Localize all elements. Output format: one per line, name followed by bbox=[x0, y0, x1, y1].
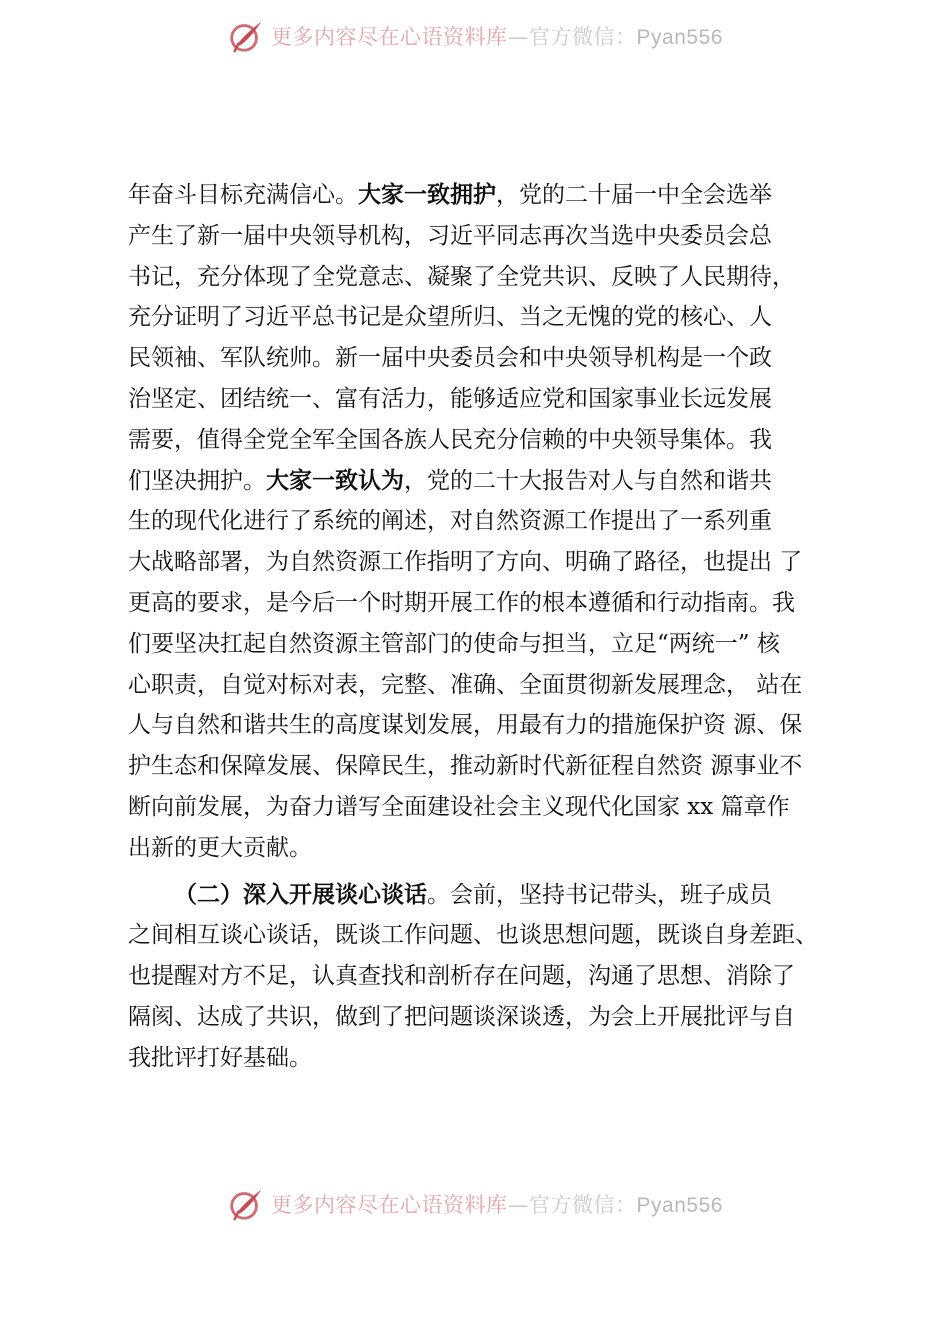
text-line: 年奋斗目标充满信心。大家一致拥护，党的二十届一中全会选举 bbox=[128, 182, 772, 208]
document-body bbox=[128, 175, 863, 1079]
text-line: 们要坚决扛起自然资源主管部门的使命与担当，立足“两统一” 核 bbox=[128, 630, 780, 657]
text-line: 断向前发展，为奋力谱写全面建设社会主义现代化国家 xx 篇章作 bbox=[128, 793, 790, 820]
watermark-text: 更多内容尽在心语资料库—官方微信：Pyan556 bbox=[271, 1193, 723, 1217]
text-line: 们坚决拥护。大家一致认为，党的二十大报告对人与自然和谐共 bbox=[128, 467, 772, 494]
text-line: 之间相互谈心谈话，既谈工作问题、也谈思想问题，既谈自身差距、 bbox=[128, 922, 818, 949]
text-line: 生的现代化进行了系统的阐述，对自然资源工作提出了一系列重 bbox=[128, 508, 772, 535]
bold-phrase: 大家一致拥护 bbox=[358, 182, 496, 208]
quill-logo-icon bbox=[227, 17, 265, 55]
text-line: 民领袖、军队统帅。新一届中央委员会和中央领导机构是一个政 bbox=[128, 345, 772, 372]
text-line: 人与自然和谐共生的高度谋划发展，用最有力的措施保护资 源、保 bbox=[128, 712, 803, 739]
text-line: 产生了新一届中央领导机构，习近平同志再次当选中央委员会总 bbox=[128, 222, 772, 249]
quill-logo-icon bbox=[227, 1185, 265, 1223]
text-line: 我批评打好基础。 bbox=[128, 1044, 312, 1071]
text-line: 治坚定、团结统一、富有活力，能够适应党和国家事业长远发展 bbox=[128, 385, 772, 412]
text-line: 护生态和保障发展、保障民生，推动新时代新征程自然资 源事业不 bbox=[128, 753, 803, 780]
text-line: 也提醒对方不足，认真查找和剖析存在问题，沟通了思想、消除了 bbox=[128, 963, 795, 990]
text-line: 需要，值得全党全军全国各族人民充分信赖的中央领导集体。我 bbox=[128, 426, 772, 453]
footer-watermark bbox=[0, 1182, 950, 1226]
text-line: 隔阂、达成了共识，做到了把问题谈深谈透，为会上开展批评与自 bbox=[128, 1003, 795, 1030]
text-line: 充分证明了习近平总书记是众望所归、当之无愧的党的核心、人 bbox=[128, 304, 772, 331]
text-line: 出新的更大贡献。 bbox=[128, 834, 312, 861]
watermark-text: 更多内容尽在心语资料库—官方微信：Pyan556 bbox=[271, 25, 723, 49]
section-heading: （二）深入开展谈心谈话 bbox=[174, 881, 427, 908]
text-line: 书记，充分体现了全党意志、凝聚了全党共识、反映了人民期待， bbox=[128, 263, 795, 290]
text-line: 心职责，自觉对标对表，完整、准确、全面贯彻新发展理念， 站在 bbox=[128, 671, 803, 698]
text-line: 更高的要求，是今后一个时期开展工作的根本遵循和行动指南。我 bbox=[128, 589, 795, 616]
header-watermark bbox=[0, 14, 950, 58]
bold-phrase: 大家一致认为 bbox=[266, 467, 404, 494]
section-heading-line: （二）深入开展谈心谈话。会前，坚持书记带头，班子成员 bbox=[174, 881, 772, 908]
text-line: 大战略部署，为自然资源工作指明了方向、明确了路径，也提出 了 bbox=[128, 549, 803, 576]
